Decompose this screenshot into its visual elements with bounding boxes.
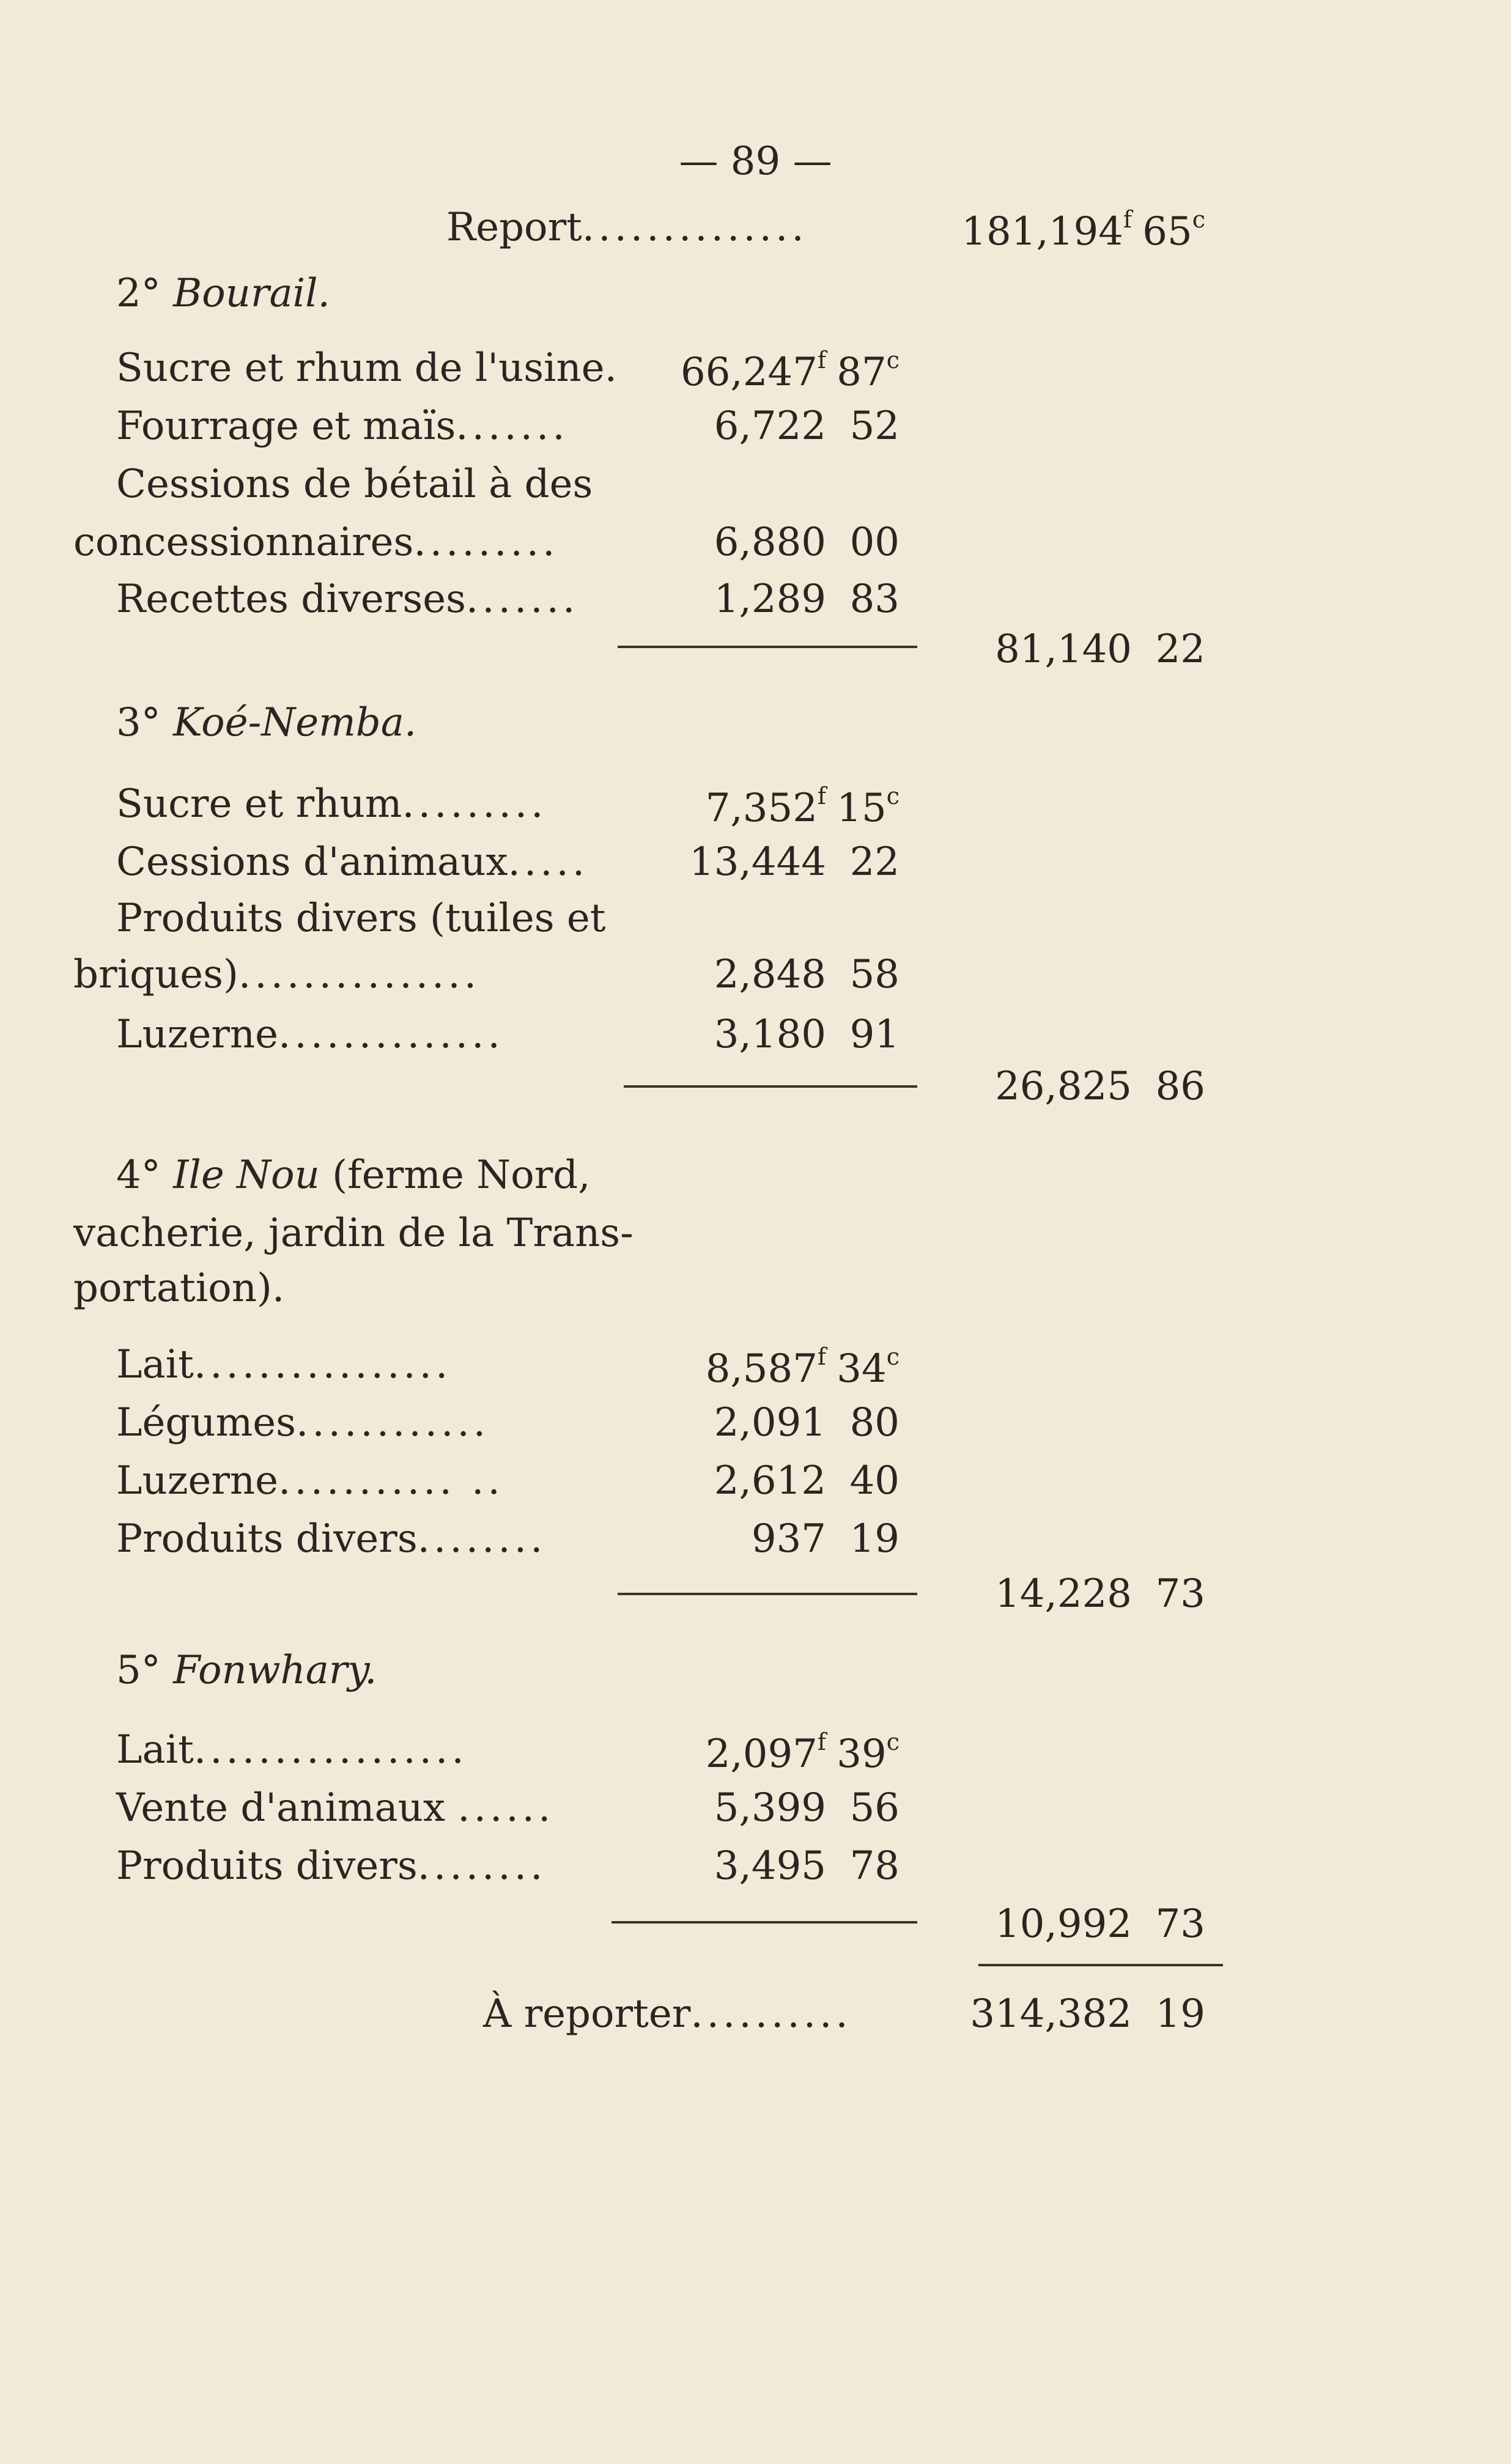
line-item-label: Vente d'animaux ...... bbox=[116, 1785, 555, 1831]
subtotal-amount: 81,140 22 bbox=[995, 627, 1205, 672]
line-item-label: Luzerne........... .. bbox=[116, 1458, 504, 1503]
page-number: — 89 — bbox=[679, 139, 832, 184]
report-amount: 181,194$^f$ 65$^c$ bbox=[961, 206, 1205, 254]
subtotal-amount: 10,992 73 bbox=[995, 1901, 1205, 1947]
report-label: Report.............. bbox=[446, 205, 808, 250]
line-item-amount: 66,247$^f$ 87$^c$ bbox=[680, 347, 900, 395]
line-item-label-cont: concessionnaires......... bbox=[73, 520, 559, 565]
line-item-label: Lait................. bbox=[116, 1727, 468, 1772]
subtotal-rule bbox=[624, 1085, 917, 1088]
section-header-cont: vacherie, jardin de la Trans- bbox=[73, 1211, 634, 1256]
line-item-label: Sucre et rhum de l'usine. bbox=[116, 345, 617, 391]
line-item-amount: 937 19 bbox=[751, 1516, 900, 1562]
line-item-label: Cessions de bétail à des bbox=[116, 462, 593, 507]
line-item-amount: 1,289 83 bbox=[714, 577, 900, 622]
line-item-amount: 2,612 40 bbox=[714, 1458, 900, 1503]
line-item-amount: 8,587$^f$ 34$^c$ bbox=[705, 1343, 900, 1392]
line-item-label: Produits divers........ bbox=[116, 1843, 547, 1889]
subtotal-amount: 26,825 86 bbox=[995, 1064, 1205, 1109]
section-header: 4° Ile Nou (ferme Nord, bbox=[116, 1153, 591, 1198]
line-item-label: Cessions d'animaux..... bbox=[116, 839, 589, 885]
line-item-amount: 2,097$^f$ 39$^c$ bbox=[705, 1728, 900, 1777]
subtotal-rule bbox=[618, 646, 917, 648]
line-item-label: Fourrage et maïs....... bbox=[116, 404, 569, 449]
section-header: 3° Koé-Nemba. bbox=[116, 700, 417, 745]
line-item-amount: 5,399 56 bbox=[714, 1785, 900, 1831]
line-item-label: Sucre et rhum......... bbox=[116, 781, 547, 827]
subtotal-amount: 14,228 73 bbox=[995, 1571, 1205, 1617]
line-item-amount: 7,352$^f$ 15$^c$ bbox=[705, 783, 900, 831]
line-item-label-cont: briques)............... bbox=[73, 952, 481, 997]
carry-forward-amount: 314,382 19 bbox=[970, 1991, 1205, 2037]
section-header: 2° Bourail. bbox=[116, 271, 330, 316]
line-item-amount: 13,444 22 bbox=[689, 839, 900, 885]
line-item-label: Luzerne.............. bbox=[116, 1012, 504, 1057]
subtotal-rule bbox=[611, 1921, 917, 1924]
line-item-label: Lait................ bbox=[116, 1342, 452, 1387]
line-item-amount: 2,848 58 bbox=[714, 952, 900, 997]
carry-forward-label: À reporter.......... bbox=[483, 1991, 852, 2037]
line-item-amount: 3,180 91 bbox=[714, 1012, 900, 1057]
line-item-label: Légumes............ bbox=[116, 1400, 490, 1445]
line-item-amount: 6,880 00 bbox=[714, 520, 900, 565]
line-item-amount: 6,722 52 bbox=[714, 404, 900, 449]
line-item-amount: 2,091 80 bbox=[714, 1400, 900, 1445]
line-item-label: Recettes diverses....... bbox=[116, 577, 579, 622]
line-item-label: Produits divers........ bbox=[116, 1516, 547, 1562]
section-header-cont: portation). bbox=[73, 1266, 285, 1311]
total-rule bbox=[978, 1964, 1223, 1966]
section-header: 5° Fonwhary. bbox=[116, 1648, 377, 1693]
subtotal-rule bbox=[618, 1593, 917, 1595]
line-item-amount: 3,495 78 bbox=[714, 1843, 900, 1889]
line-item-label: Produits divers (tuiles et bbox=[116, 896, 606, 941]
